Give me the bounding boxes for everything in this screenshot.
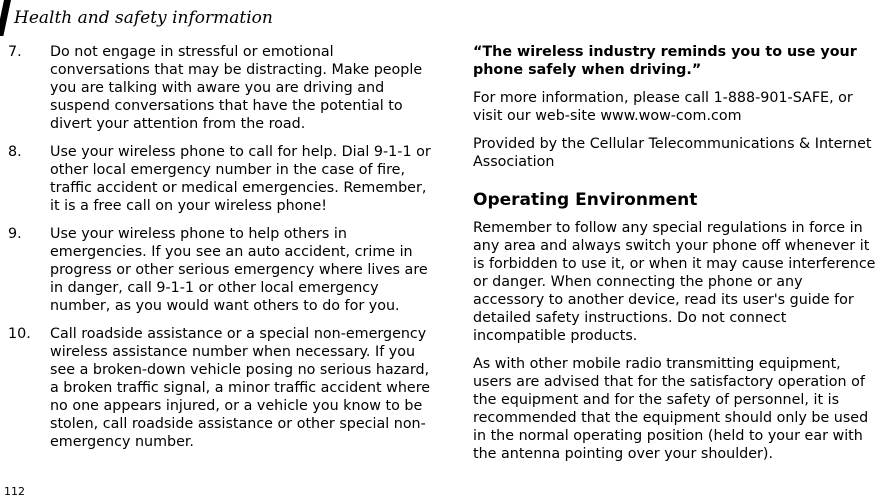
operating-environment-paragraph-2: As with other mobile radio transmitting equipment, users are advised that for the satisfactory operation of the equipment and for the safety of personnel, it is recommended that the equipment should only be used in the normal operating position (held to your ear with the antenna pointing over your shoulder).	[473, 356, 869, 462]
contact-info: For more information, please call 1-888-901-SAFE, or visit our web-site www.wow-com.com	[473, 90, 853, 124]
list-item	[8, 43, 438, 133]
page-number: 112	[4, 485, 25, 498]
header-accent-bar	[0, 0, 11, 36]
list-item	[8, 325, 438, 451]
section-heading-operating-environment: Operating Environment	[473, 190, 698, 210]
list-item-text: Do not engage in stressful or emotional conversations that may be distracting. Make people you are talking with aware you are driving and suspend conversations that have the potential to divert your attention from the road.	[50, 44, 423, 132]
page-header-title: Health and safety information	[14, 8, 273, 28]
list-item	[8, 225, 438, 315]
list-item-number: 10.	[8, 326, 31, 342]
safety-quote: “The wireless industry reminds you to use your phone safely when driving.”	[473, 44, 857, 78]
list-item-text: Use your wireless phone to help others in emergencies. If you see an auto accident, crime in progress or other serious emergency where lives are in danger, call 9-1-1 or other local emergency number, as you would want others to do for you.	[50, 226, 428, 314]
provided-by: Provided by the Cellular Telecommunications & Internet Association	[473, 136, 872, 170]
list-item-text: Call roadside assistance or a special non-emergency wireless assistance number when necessary. If you see a broken-down vehicle posing no serious hazard, a broken traffic signal, a minor traffic accident where no one appears injured, or a vehicle you know to be stolen, call roadside assistance or other special non-emergency number.	[50, 326, 431, 450]
operating-environment-paragraph-1: Remember to follow any special regulations in force in any area and always switch your phone off whenever it is forbidden to use it, or when it may cause interference or danger. When connecting the phone or any accessory to another device, read its user's guide for detailed safety instructions. Do not connect incompatible products.	[473, 220, 876, 344]
right-column	[473, 43, 877, 473]
list-item-text: Use your wireless phone to call for help. Dial 9-1-1 or other local emergency number in the case of fire, traffic accident or medical emergencies. Remember, it is a free call on your wireless phone!	[50, 144, 431, 214]
list-item-number: 8.	[8, 144, 22, 160]
list-item-number: 9.	[8, 226, 22, 242]
list-item	[8, 143, 438, 215]
left-column	[8, 43, 438, 461]
list-item-number: 7.	[8, 44, 22, 60]
